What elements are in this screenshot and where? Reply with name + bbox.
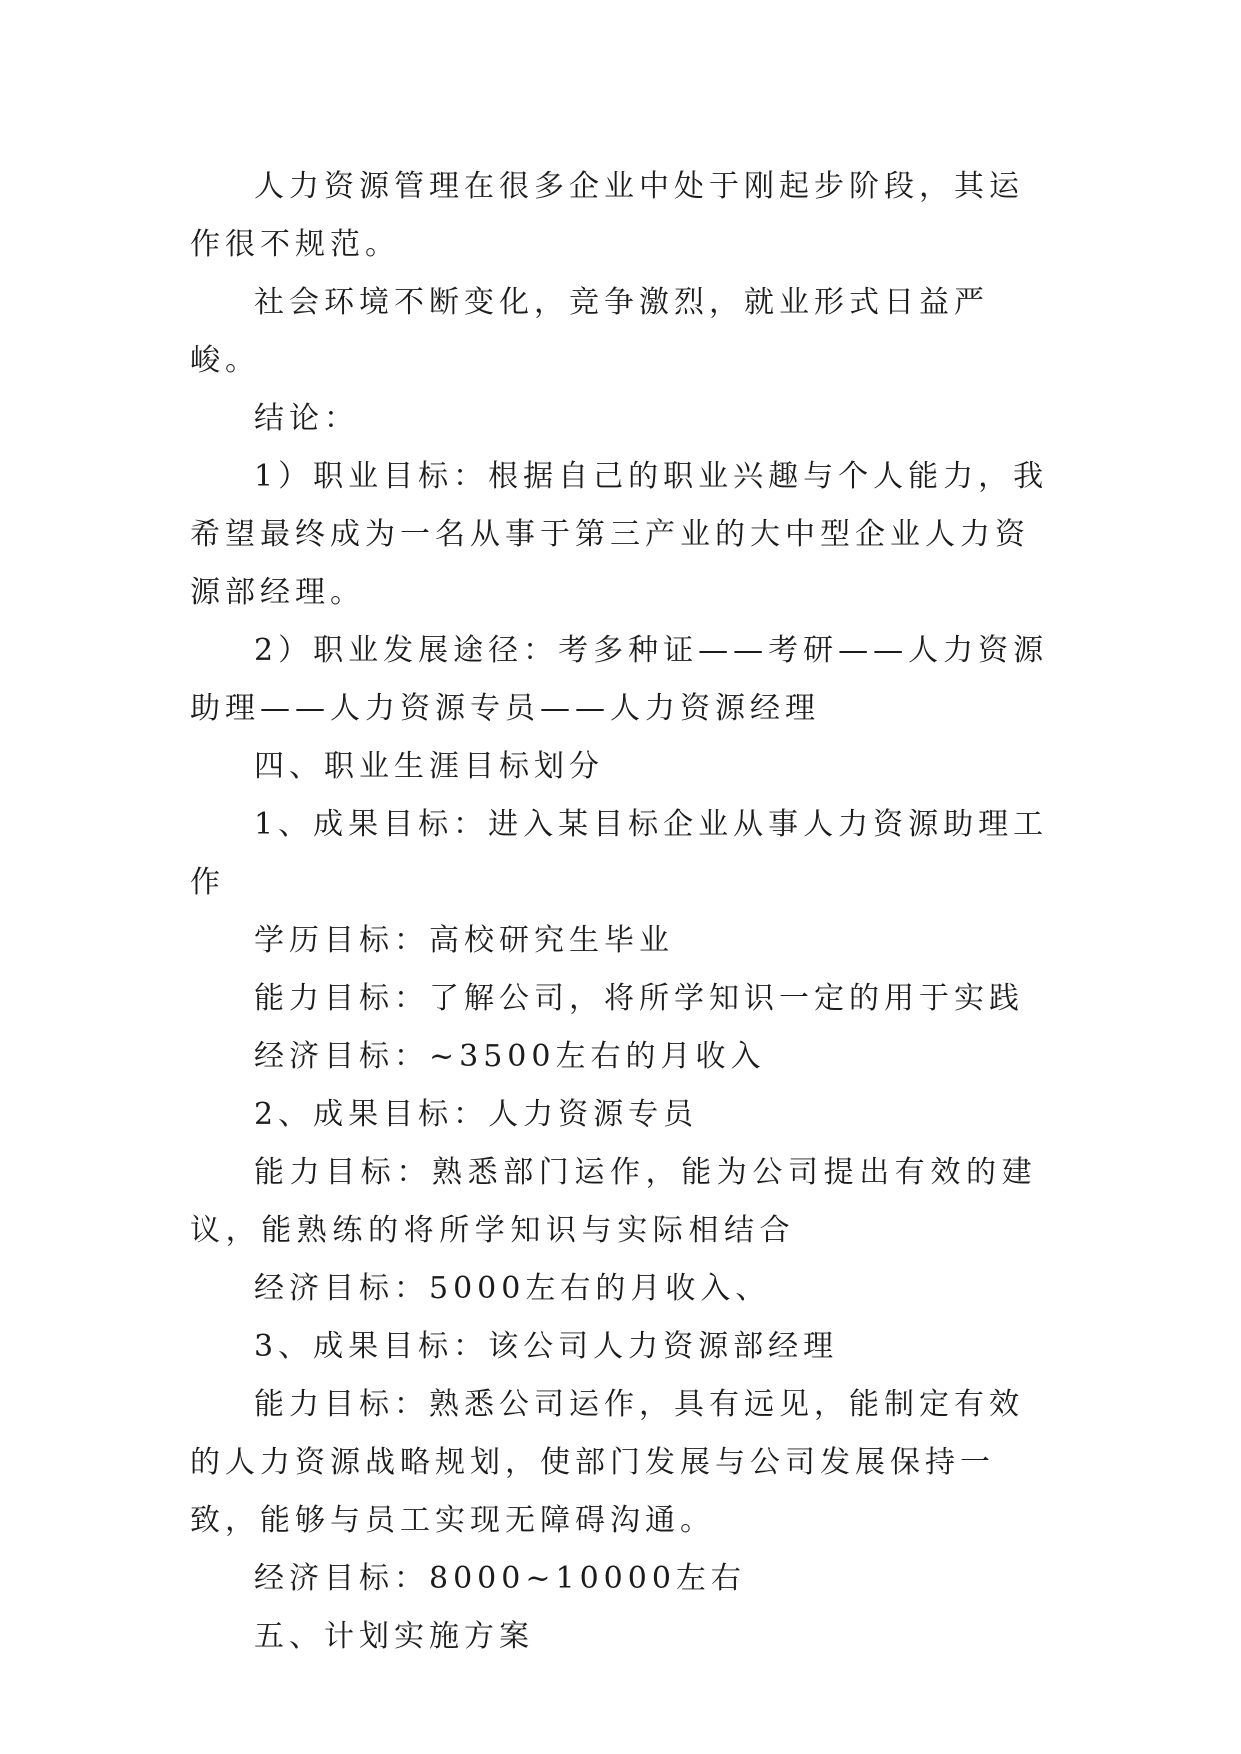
paragraph-career-path: 2）职业发展途径：考多种证——考研——人力资源助理——人力资源专员——人力资源经理 <box>190 633 1049 726</box>
paragraph-ability-goal-3: 能力目标：熟悉公司运作，具有远见，能制定有效的人力资源战略规划，使部门发展与公司发展保持一致，能够与员工实现无障碍沟通。 <box>190 1387 1024 1538</box>
paragraph-ability-goal-2: 能力目标：熟悉部门运作，能为公司提出有效的建议，能熟练的将所学知识与实际相结合 <box>190 1155 1038 1248</box>
paragraph-career-goal: 1）职业目标：根据自己的职业兴趣与个人能力，我希望最终成为一名从事于第三产业的大中型企业人力资源部经理。 <box>190 459 1049 610</box>
paragraph-education-goal: 学历目标：高校研究生毕业 <box>254 923 674 958</box>
paragraph-result-goal-3: 3、成果目标：该公司人力资源部经理 <box>254 1329 839 1364</box>
section-heading-implementation-plan: 五、计划实施方案 <box>254 1619 534 1654</box>
paragraph-result-goal-2: 2、成果目标：人力资源专员 <box>254 1097 699 1132</box>
paragraph-economic-goal-2: 经济目标：5000左右的月收入、 <box>254 1271 771 1306</box>
paragraph-economic-goal-1: 经济目标：~3500左右的月收入 <box>254 1039 766 1074</box>
document-body <box>190 158 1050 1666</box>
paragraph-conclusion-heading: 结论： <box>254 401 359 436</box>
paragraph-economic-goal-3: 经济目标：8000~10000左右 <box>254 1561 746 1596</box>
paragraph-result-goal-1: 1、成果目标：进入某目标企业从事人力资源助理工作 <box>190 807 1049 900</box>
paragraph-hr-status: 人力资源管理在很多企业中处于刚起步阶段，其运作很不规范。 <box>190 169 1024 262</box>
section-heading-goal-division: 四、职业生涯目标划分 <box>254 749 604 784</box>
paragraph-social-environment: 社会环境不断变化，竞争激烈，就业形式日益严峻。 <box>190 285 989 378</box>
paragraph-ability-goal-1: 能力目标：了解公司，将所学知识一定的用于实践 <box>254 981 1024 1016</box>
